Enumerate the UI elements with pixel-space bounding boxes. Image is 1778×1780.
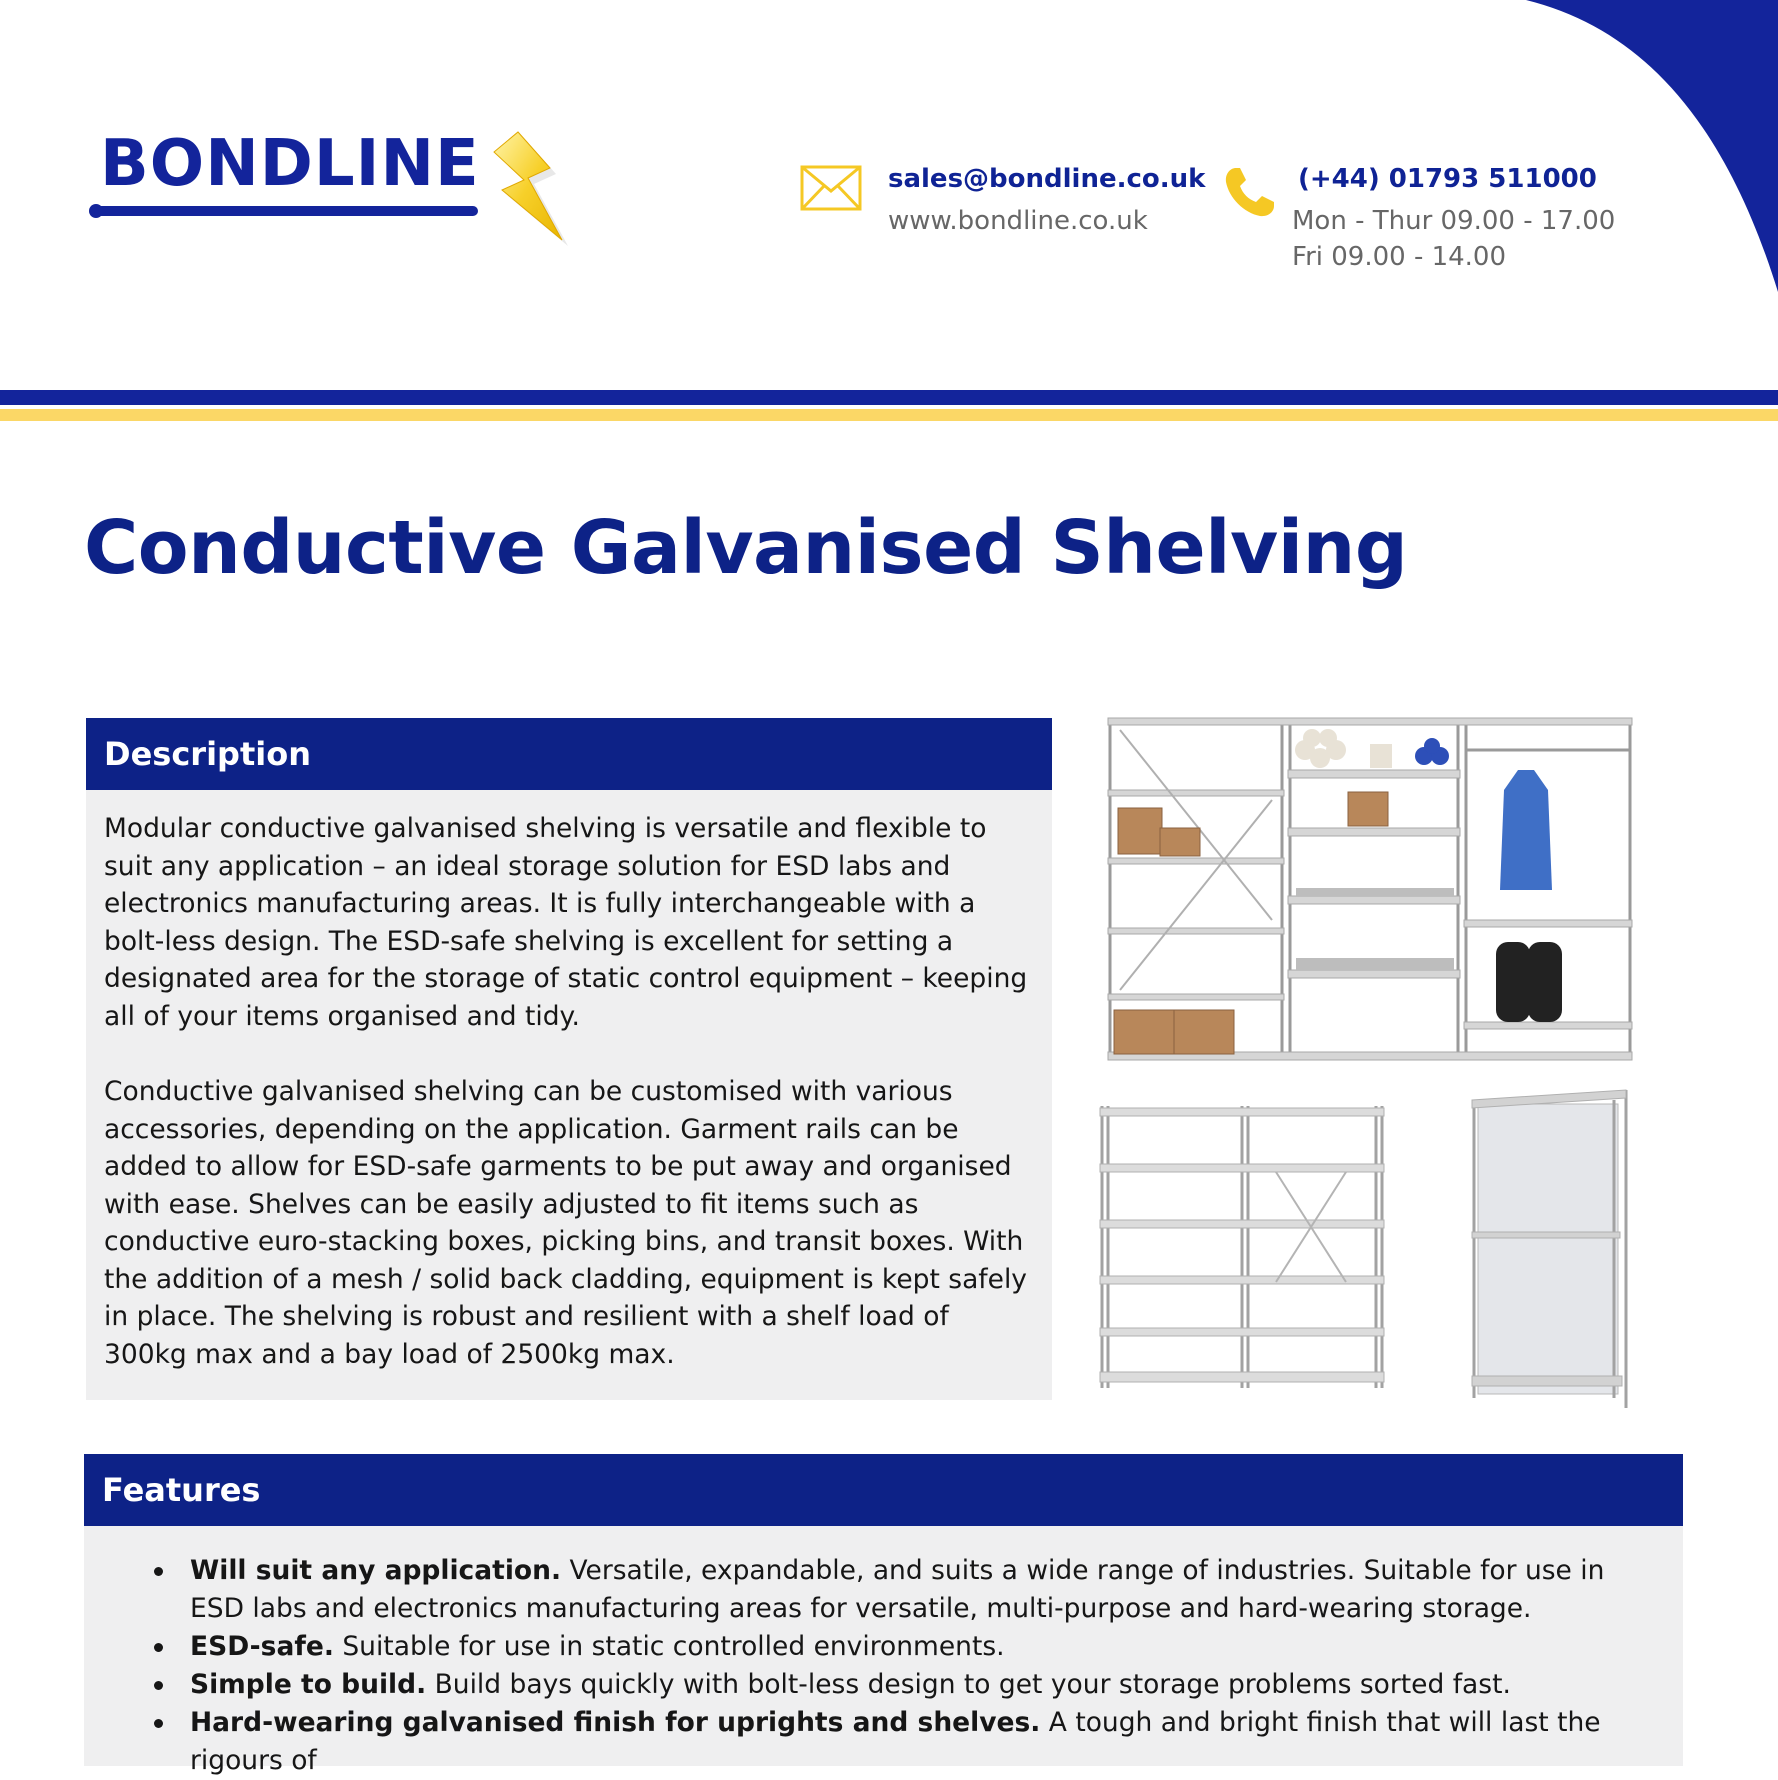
feature-title: ESD-safe.	[190, 1631, 334, 1662]
lightning-bolt-icon	[480, 128, 570, 258]
feature-item	[148, 1552, 1643, 1628]
logo-wordmark: BONDLINE	[100, 127, 480, 201]
opening-hours-weekday: Mon - Thur 09.00 - 17.00	[1292, 206, 1616, 236]
shelving-bays-image	[1100, 710, 1640, 1070]
header-divider-blue	[0, 390, 1778, 405]
feature-title: Hard-wearing galvanised finish for uprights and shelves.	[190, 1707, 1041, 1738]
bondline-logo[interactable]	[84, 128, 584, 268]
feature-text: Suitable for use in static controlled environments.	[333, 1631, 1005, 1662]
email-link[interactable]: sales@bondline.co.uk	[888, 164, 1206, 194]
description-paragraph: Modular conductive galvanised shelving is versatile and flexible to suit any application – an ideal storage solution for ESD labs and electronics manufacturing areas. It is fully interchangeable with a bolt-less design. The ESD-safe shelving is excellent for setting a designated area for the storage of static control equipment – keeping all of your items organised and tidy.	[104, 813, 1028, 1032]
description-paragraph: Conductive galvanised shelving can be customised with various accessories, depending on the application. Garment rails can be added to allow for ESD-safe garments to be put away and organised with ease. Shelves can be easily adjusted to fit items such as conductive euro-stacking boxes, picking bins, and transit boxes. With the addition of a mesh / solid back cladding, equipment is kept safely in place. The shelving is robust and resilient with a shelf load of 300kg max and a bay load of 2500kg max.	[104, 1076, 1027, 1370]
shelving-unit-double-bay-image	[1096, 1102, 1388, 1392]
features-heading: Features	[84, 1454, 1683, 1526]
features-panel	[84, 1526, 1683, 1776]
envelope-icon	[800, 165, 862, 211]
feature-title: Will suit any application.	[190, 1555, 562, 1586]
feature-text: Build bays quickly with bolt-less design to get your storage problems sorted fast.	[426, 1669, 1511, 1700]
feature-text: A tough and bright finish that will last the rigours of	[190, 1707, 1601, 1776]
description-heading: Description	[86, 718, 1052, 790]
feature-item	[148, 1704, 1643, 1780]
logo-underline-bar	[88, 204, 478, 218]
feature-text: Versatile, expandable, and suits a wide range of industries. Suitable for use in ESD labs and electronics manufacturing areas for versatile, multi-purpose and hard-wearing storage.	[190, 1555, 1605, 1624]
page-title: Conductive Galvanised Shelving	[84, 505, 1408, 591]
phone-link[interactable]: (+44) 01793 511000	[1298, 164, 1597, 194]
website-link[interactable]: www.bondline.co.uk	[888, 206, 1148, 236]
feature-item	[148, 1628, 1643, 1666]
feature-title: Simple to build.	[190, 1669, 427, 1700]
header-divider-yellow	[0, 409, 1778, 421]
features-list	[148, 1552, 1643, 1780]
opening-hours-friday: Fri 09.00 - 14.00	[1292, 242, 1507, 272]
phone-icon	[1222, 164, 1278, 220]
description-panel	[86, 790, 1052, 1400]
shelving-unit-clad-image	[1466, 1086, 1636, 1411]
feature-item	[148, 1666, 1643, 1704]
